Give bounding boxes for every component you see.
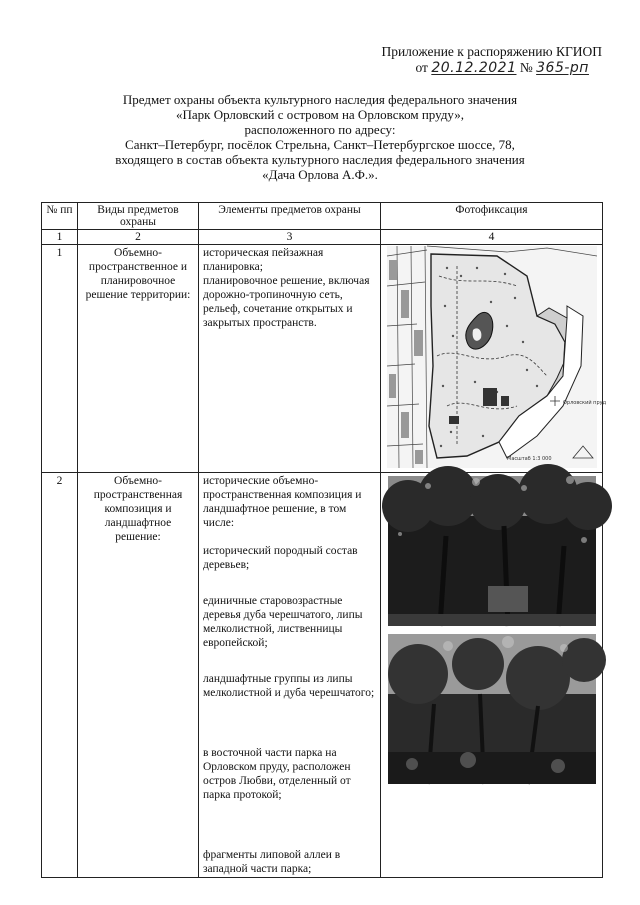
- row-kind: Объемно-пространственная композиция и ландшафтное решение:: [78, 473, 199, 878]
- header-photo: Фотофиксация: [381, 203, 603, 230]
- heading-line-6: «Дача Орлова А.Ф.».: [262, 167, 378, 182]
- appendix-no: №: [519, 60, 533, 75]
- header-elements: Элементы предметов охраны: [199, 203, 381, 230]
- appendix-title: Приложение к распоряжению КГИОП: [381, 44, 602, 59]
- map-note: Орловский пруд: [562, 400, 606, 406]
- heading-line-4: Санкт–Петербург, посёлок Стрельна, Санкт–Петербургское шоссе, 78,: [125, 137, 515, 152]
- table-header-row: [42, 203, 603, 230]
- table-row: [42, 473, 603, 878]
- col-number: 4: [381, 230, 603, 245]
- appendix-number: 365-рп: [536, 60, 589, 76]
- row-elements: [199, 245, 381, 473]
- trees-photo-1: [388, 476, 596, 626]
- row-kind: Объемно-пространственное и планировочное решение территории:: [78, 245, 199, 473]
- header-kinds: Виды предметов охраны: [78, 203, 199, 230]
- appendix-from: от: [415, 60, 428, 75]
- element-text: исторический породный состав деревьев;: [203, 545, 358, 571]
- row-elements: [199, 473, 381, 878]
- row-number: 2: [42, 473, 78, 878]
- park-map-image: [387, 246, 606, 468]
- protection-table: [41, 202, 606, 878]
- row-number: 1: [42, 245, 78, 473]
- row-photos: [381, 473, 603, 878]
- heading-line-2: «Парк Орловский с островом на Орловском пруду»,: [175, 107, 465, 122]
- appendix-block: [381, 44, 602, 76]
- element-text: ландшафтные группы из липы мелколистной и дуба черешчатого;: [203, 673, 375, 699]
- map-scale-label: Масштаб 1:3 000: [506, 456, 552, 462]
- appendix-date: 20.12.2021: [431, 60, 517, 76]
- element-text: фрагменты липовой аллеи в западной части парка;: [203, 849, 341, 875]
- document-heading: [0, 92, 640, 182]
- heading-line-1: Предмет охраны объекта культурного наследия федерального значения: [122, 92, 518, 107]
- col-number: 3: [199, 230, 381, 245]
- element-text: исторические объемно-пространственная композиция и ландшафтное решение, в том числе:: [203, 475, 362, 529]
- heading-line-5: входящего в состав объекта культурного наследия федерального значения: [115, 152, 525, 167]
- element-text: в восточной части парка на Орловском пруду, расположен остров Любви, отделенный от парка протокой;: [203, 747, 351, 801]
- column-number-row: [42, 230, 603, 245]
- element-text: планировочное решение, включая дорожно-тропиночную сеть, рельеф, сочетание открытых и закрытых пространств.: [203, 275, 370, 329]
- element-text: единичные старовозрастные деревья дуба черешчатого, липы мелколистной, лиственницы европейской;: [203, 595, 363, 649]
- element-text: историческая пейзажная планировка;: [203, 247, 324, 273]
- col-number: 2: [78, 230, 199, 245]
- row-photo: [381, 245, 606, 473]
- heading-line-3: расположенного по адресу:: [244, 122, 396, 137]
- appendix-date-line: [381, 60, 602, 76]
- trees-photo-2: [388, 634, 596, 784]
- col-number: 1: [42, 230, 78, 245]
- header-num: № пп: [42, 203, 78, 230]
- table-row: [42, 245, 603, 473]
